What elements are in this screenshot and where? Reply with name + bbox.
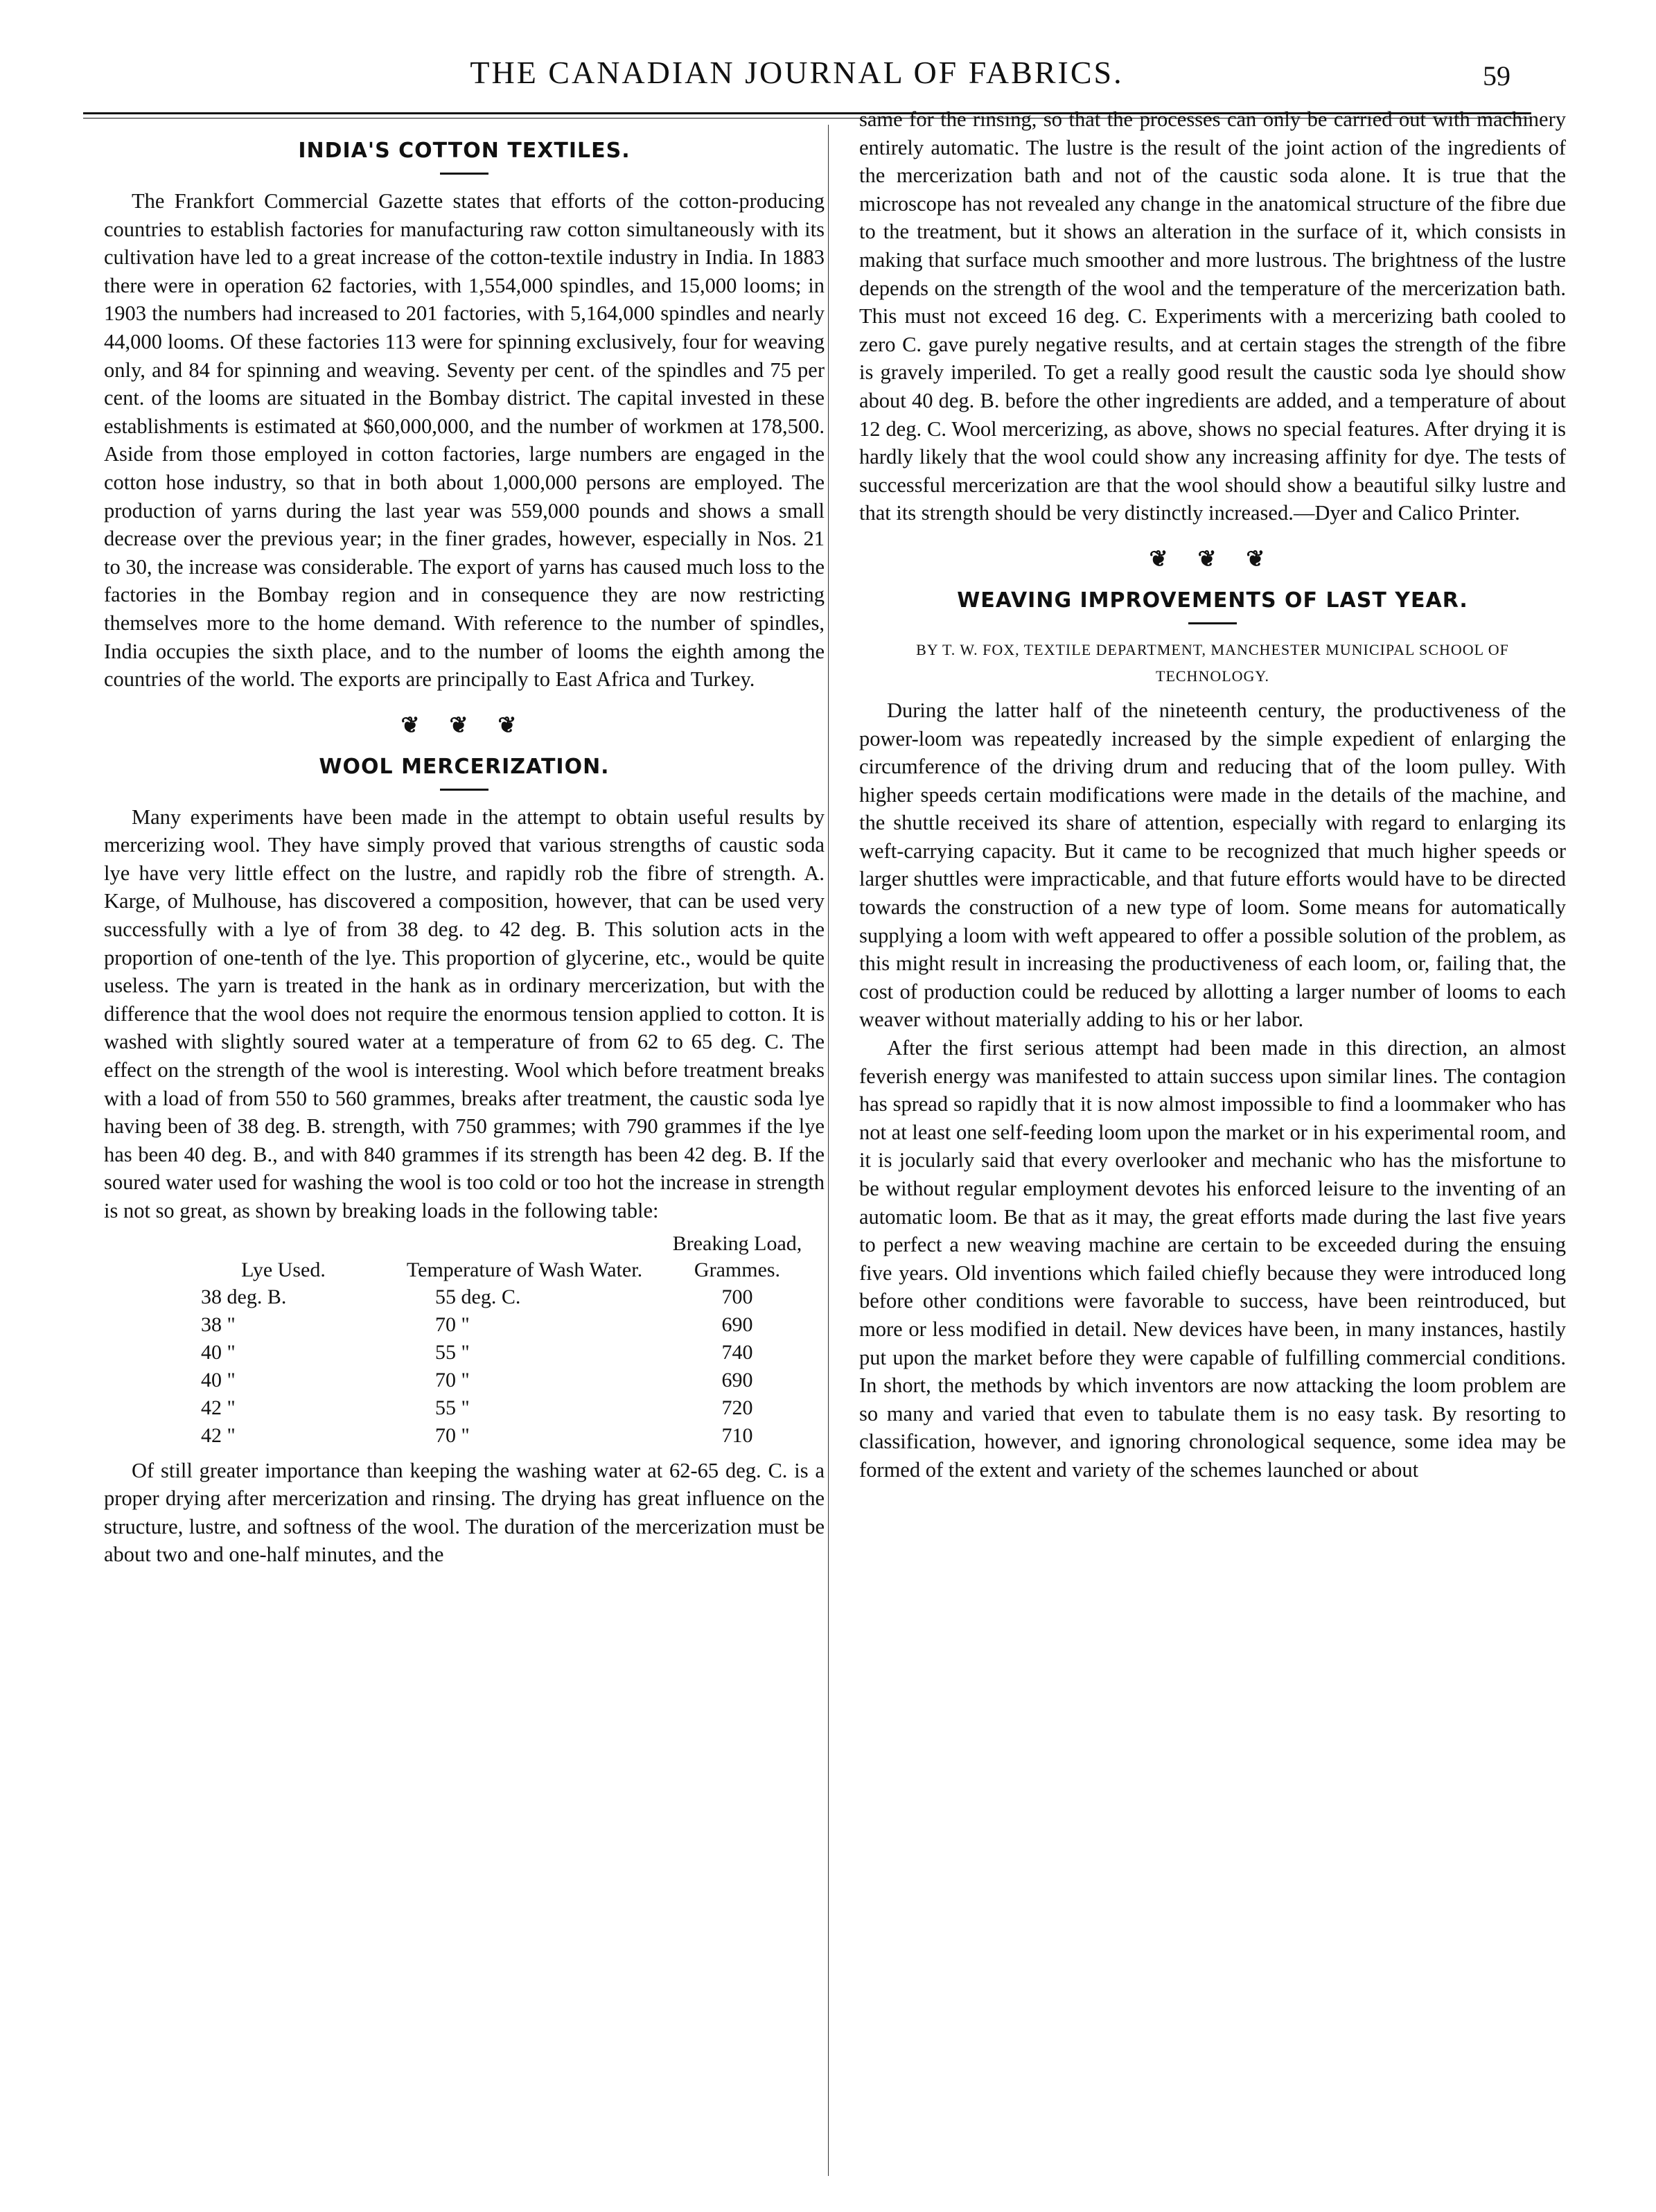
table-cell: 55 deg. C. [435,1285,521,1308]
article-title: WEAVING IMPROVEMENTS OF LAST YEAR. [957,588,1468,613]
table-cell: 40 " [201,1368,236,1392]
table-cell: 690 [721,1313,753,1336]
table-cell: 40 " [201,1340,236,1364]
table-cell: 700 [721,1285,753,1308]
article-paragraph: During the latter half of the nineteenth century, the productiveness of the power-loom was repeatedly increased by the simple expedient of enlarging the circumference of the driving drum and reducing that of the loom pulley. With higher speeds certain modifications were made in the details of the machine, and the shuttle received its share of attention, especially with regard to enlarging its weft-carrying capacity. But it came to be recognized that much higher speeds or larger shuttles were impracticable, and that future efforts would have to be directed towards the construction of a new type of loom. Some means for automatically supplying a loom with weft appeared to offer a possible solution of the problem, as this might result in increasing the productiveness of each loom, or, failing that, the cost of production could be reduced by allotting a larger number of looms to each weaver without materially adding to his or her labor. [859,698,1566,1032]
table-row [173,1283,819,1311]
table-cell: 720 [721,1396,753,1419]
breaking-load-table [173,1231,819,1450]
table-cell: 38 deg. B. [201,1285,287,1308]
table-row [173,1422,819,1450]
table-cell: 70 " [435,1368,470,1392]
left-column [104,139,825,1569]
section-separator: ❦ ❦ ❦ [1149,545,1276,572]
table-row [173,1394,819,1422]
table-row [173,1367,819,1394]
article-paragraph: The Frankfort Commercial Gazette states that efforts of the cotton-producing countries to establish factories for manufacturing raw cotton simultaneously with its cultivation have led to a great increase of the cotton-textile industry in India. In 1883 there were in operation 62 factories, with 1,554,000 spindles, and 15,000 looms; in 1903 the numbers had increased to 201 factories, with 5,164,000 spindles and nearly 44,000 looms. Of these factories 113 were for spinning exclusively, four for weaving only, and 84 for spinning and weaving. Seventy per cent. of the spindles and 75 per cent. of the looms are situated in the Bombay district. The capital invested in these establishments is estimated at $60,000,000, and the number of workmen at 178,500. Aside from those employed in cotton factories, large numbers are engaged in the cotton hose industry, so that in both about 1,000,000 persons are employed. The production of yarns during the last year was 559,000 pounds and shows a small decrease over the previous year; in the finer grades, however, especially in Nos. 21 to 30, the increase was considerable. The export of yarns has caused much loss to the factories in the Bombay region and in consequence they are now restricting themselves more to the home demand. With reference to the number of spindles, India occupies the sixth place, and to the number of looms the eighth among the countries of the world. The exports are principally to East Africa and Turkey. [104,189,825,692]
table-cell: 42 " [201,1423,236,1447]
table-header: Breaking Load, Grammes. [672,1231,802,1281]
table-cell: 70 " [435,1313,470,1336]
title-rule [440,789,488,791]
table-cell: 38 " [201,1313,236,1336]
title-rule [440,173,488,175]
column-divider [828,125,829,2176]
page-header [83,54,1510,109]
section-separator: ❦ ❦ ❦ [400,711,528,738]
right-column [859,105,1566,1484]
article-title: INDIA'S COTTON TEXTILES. [298,139,631,163]
table-cell: 710 [721,1423,753,1447]
article-paragraph: After the first serious attempt had been made in this direction, an almost feverish energy was manifested to attain success upon similar lines. The contagion has spread so rapidly that it is now almost impossible to find a loommaker who has not at least one self-feeding loom upon the market or in his experimental room, and it is jocularly said that every overlooker and mechanic who has the misfortune to be without regular employment devotes his enforced leisure to the inventing of an automatic loom. Be that as it may, the great efforts made during the last five years to perfect a new weaving machine are certain to be exceeded during the ensuing five years. Old inventions which failed chiefly because they were introduced long before other conditions were favorable to success, have been reintroduced, but more or less modified in detail. New devices have been, in many instances, hastily put upon the market before they were capable of fulfilling commercial conditions. In short, the methods by which inventors are now attacking the loom problem are so many and varied that even to tabulate them is no easy task. By resorting to classification, however, and ignoring chronological sequence, some idea may be formed of the extent and variety of the schemes launched or about [859,1036,1566,1482]
article-byline: BY T. W. FOX, TEXTILE DEPARTMENT, MANCHESTER MUNICIPAL SCHOOL OF TECHNOLOGY. [916,640,1509,685]
table-cell: 55 " [435,1396,470,1419]
table-header: Lye Used. [241,1258,326,1281]
article-paragraph-continued: same for the rinsing, so that the processes can only be carried out with machinery entirely automatic. The lustre is the result of the joint action of the ingredients of the mercerization bath and not of the caustic soda alone. It is true that the microscope has not revealed any change in the anatomical structure of the fibre due to the treatment, but it shows an alteration in the surface of it, which consists in making that surface much smoother and more lustrous. The brightness of the lustre depends on the strength of the wool and the temperature of the mercerization bath. This must not exceed 16 deg. C. Experiments with a mercerizing bath cooled to zero C. gave purely negative results, and at certain stages the strength of the fibre is gravely imperiled. To get a really good result the caustic soda lye should show about 40 deg. B. before the other ingredients are added, and a temperature of about 12 deg. C. Wool mercerizing, as above, shows no special features. After drying it is hardly likely that the wool could show any increasing affinity for dye. The tests of successful mercerization are that the wool should show a beautiful silky lustre and that its strength should be very distinctly increased.—Dyer and Calico Printer. [859,107,1566,525]
table-cell: 70 " [435,1423,470,1447]
title-rule [1188,622,1237,624]
table-cell: 42 " [201,1396,236,1419]
journal-title: THE CANADIAN JOURNAL OF FABRICS. [470,55,1124,90]
article-title: WOOL MERCERIZATION. [319,754,610,779]
table-cell: 740 [721,1340,753,1364]
article-paragraph: Of still greater importance than keeping the washing water at 62-65 deg. C. is a proper drying after mercerization and rinsing. The drying has great influence on the structure, lustre, and softness of the wool. The duration of the mercerization must be about two and one-half minutes, and the [104,1458,825,1567]
table-header-row [173,1231,819,1283]
page-number: 59 [1483,60,1510,91]
table-header: Temperature of Wash Water. [406,1258,643,1281]
article-paragraph: Many experiments have been made in the attempt to obtain useful results by mercerizing wool. They have simply proved that various strengths of caustic soda lye have very little effect on the lustre, and rapidly rob the fibre of strength. A. Karge, of Mulhouse, has discovered a composition, however, that can be used very successfully with a lye of from 38 deg. to 42 deg. B. This solution acts in the proportion of one-tenth of the lye. This proportion of glycerine, etc., would be quite useless. The yarn is treated in the hank as in ordinary mercerization, but with the difference that the wool does not require the enormous tension applied to cotton. It is washed with slightly soured water at a temperature of from 62 to 65 deg. C. The effect on the strength of the wool is interesting. Wool which before treatment breaks with a load of from 550 to 560 grammes, breaks after treatment, the caustic soda lye having been of 38 deg. B. strength, with 750 grammes; with 790 grammes if the lye has been 40 deg. B., and with 840 grammes if its strength has been 42 deg. B. If the soured water used for washing the wool is too cold or too hot the increase in strength is not so great, as shown by breaking loads in the following table: [104,805,825,1222]
table-cell: 55 " [435,1340,470,1364]
table-cell: 690 [721,1368,753,1392]
table-row [173,1339,819,1367]
table-row [173,1311,819,1339]
